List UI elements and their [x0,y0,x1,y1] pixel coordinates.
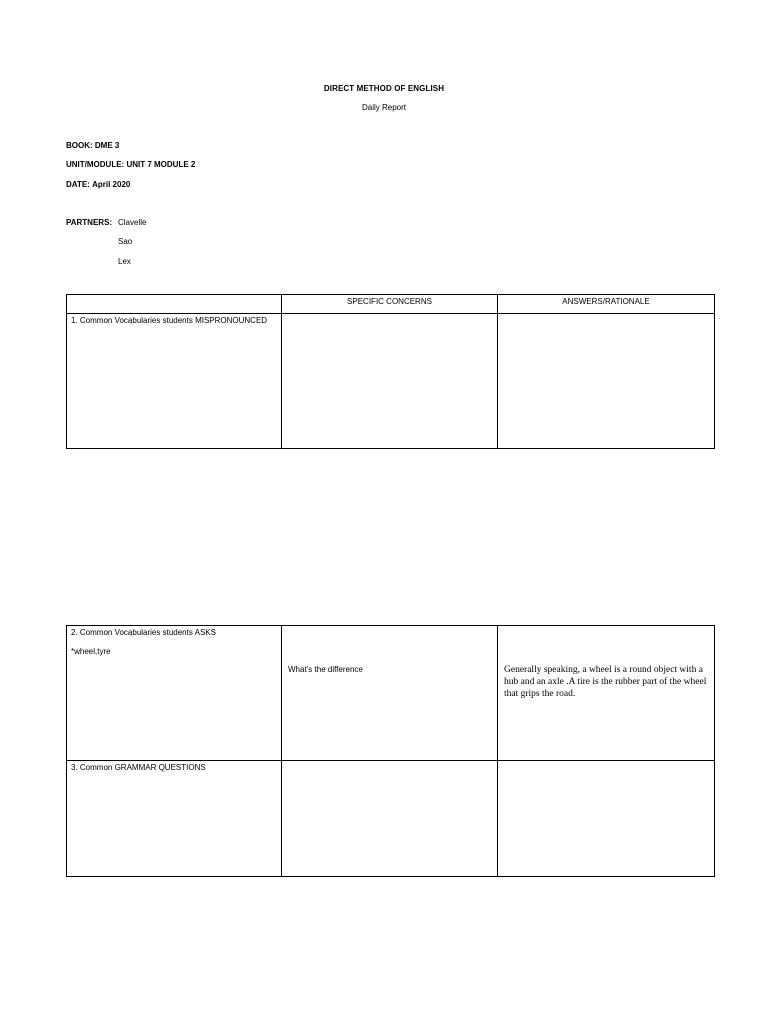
row-label-grammar: 3. Common GRAMMAR QUESTIONS [67,761,282,877]
book-value: DME 3 [94,141,120,150]
concern-cell[interactable] [282,314,498,449]
date-value: April 2020 [92,180,131,189]
partner-name: Lex [118,257,131,266]
concern-text: What’s the difference [288,665,363,674]
concern-cell[interactable] [282,761,498,877]
date-label: DATE: [66,180,90,189]
date-field [66,180,130,189]
table-row [67,314,715,449]
header-specific-concerns: SPECIFIC CONCERNS [282,295,498,314]
vocab-item: *wheel,tyre [71,647,111,656]
row-label-mispronounced: 1. Common Vocabularies students MISPRONOUNCED [67,314,282,449]
answer-cell[interactable] [498,761,715,877]
document-title: DIRECT METHOD OF ENGLISH [323,84,445,93]
table-header-row [67,295,715,314]
unit-value: UNIT 7 MODULE 2 [126,160,196,169]
concern-cell[interactable] [282,626,498,761]
row-label-asks: 2. Common Vocabularies students ASKS [71,628,216,637]
answer-cell[interactable] [498,314,715,449]
unit-label: UNIT/MODULE: [66,160,125,169]
report-table-1 [66,294,715,449]
header-answers-rationale: ANSWERS/RATIONALE [498,295,715,314]
header-cell-blank [67,295,282,314]
table-row [67,626,715,761]
partner-name: Sao [118,237,133,246]
book-field [66,141,119,150]
book-label: BOOK: [66,141,93,150]
row-label-cell [67,626,282,761]
table-row [67,761,715,877]
document-subtitle: Daily Report [361,103,406,112]
answer-text: Generally speaking, a wheel is a round object with a hub and an axle .A tire is the rubber part of the wheel that grips the road. [504,665,707,699]
partners-label: PARTNERS: [66,218,113,227]
partner-name: Clavelle [118,218,147,227]
report-table-2 [66,625,715,877]
unit-field [66,160,195,169]
answer-cell[interactable] [498,626,715,761]
